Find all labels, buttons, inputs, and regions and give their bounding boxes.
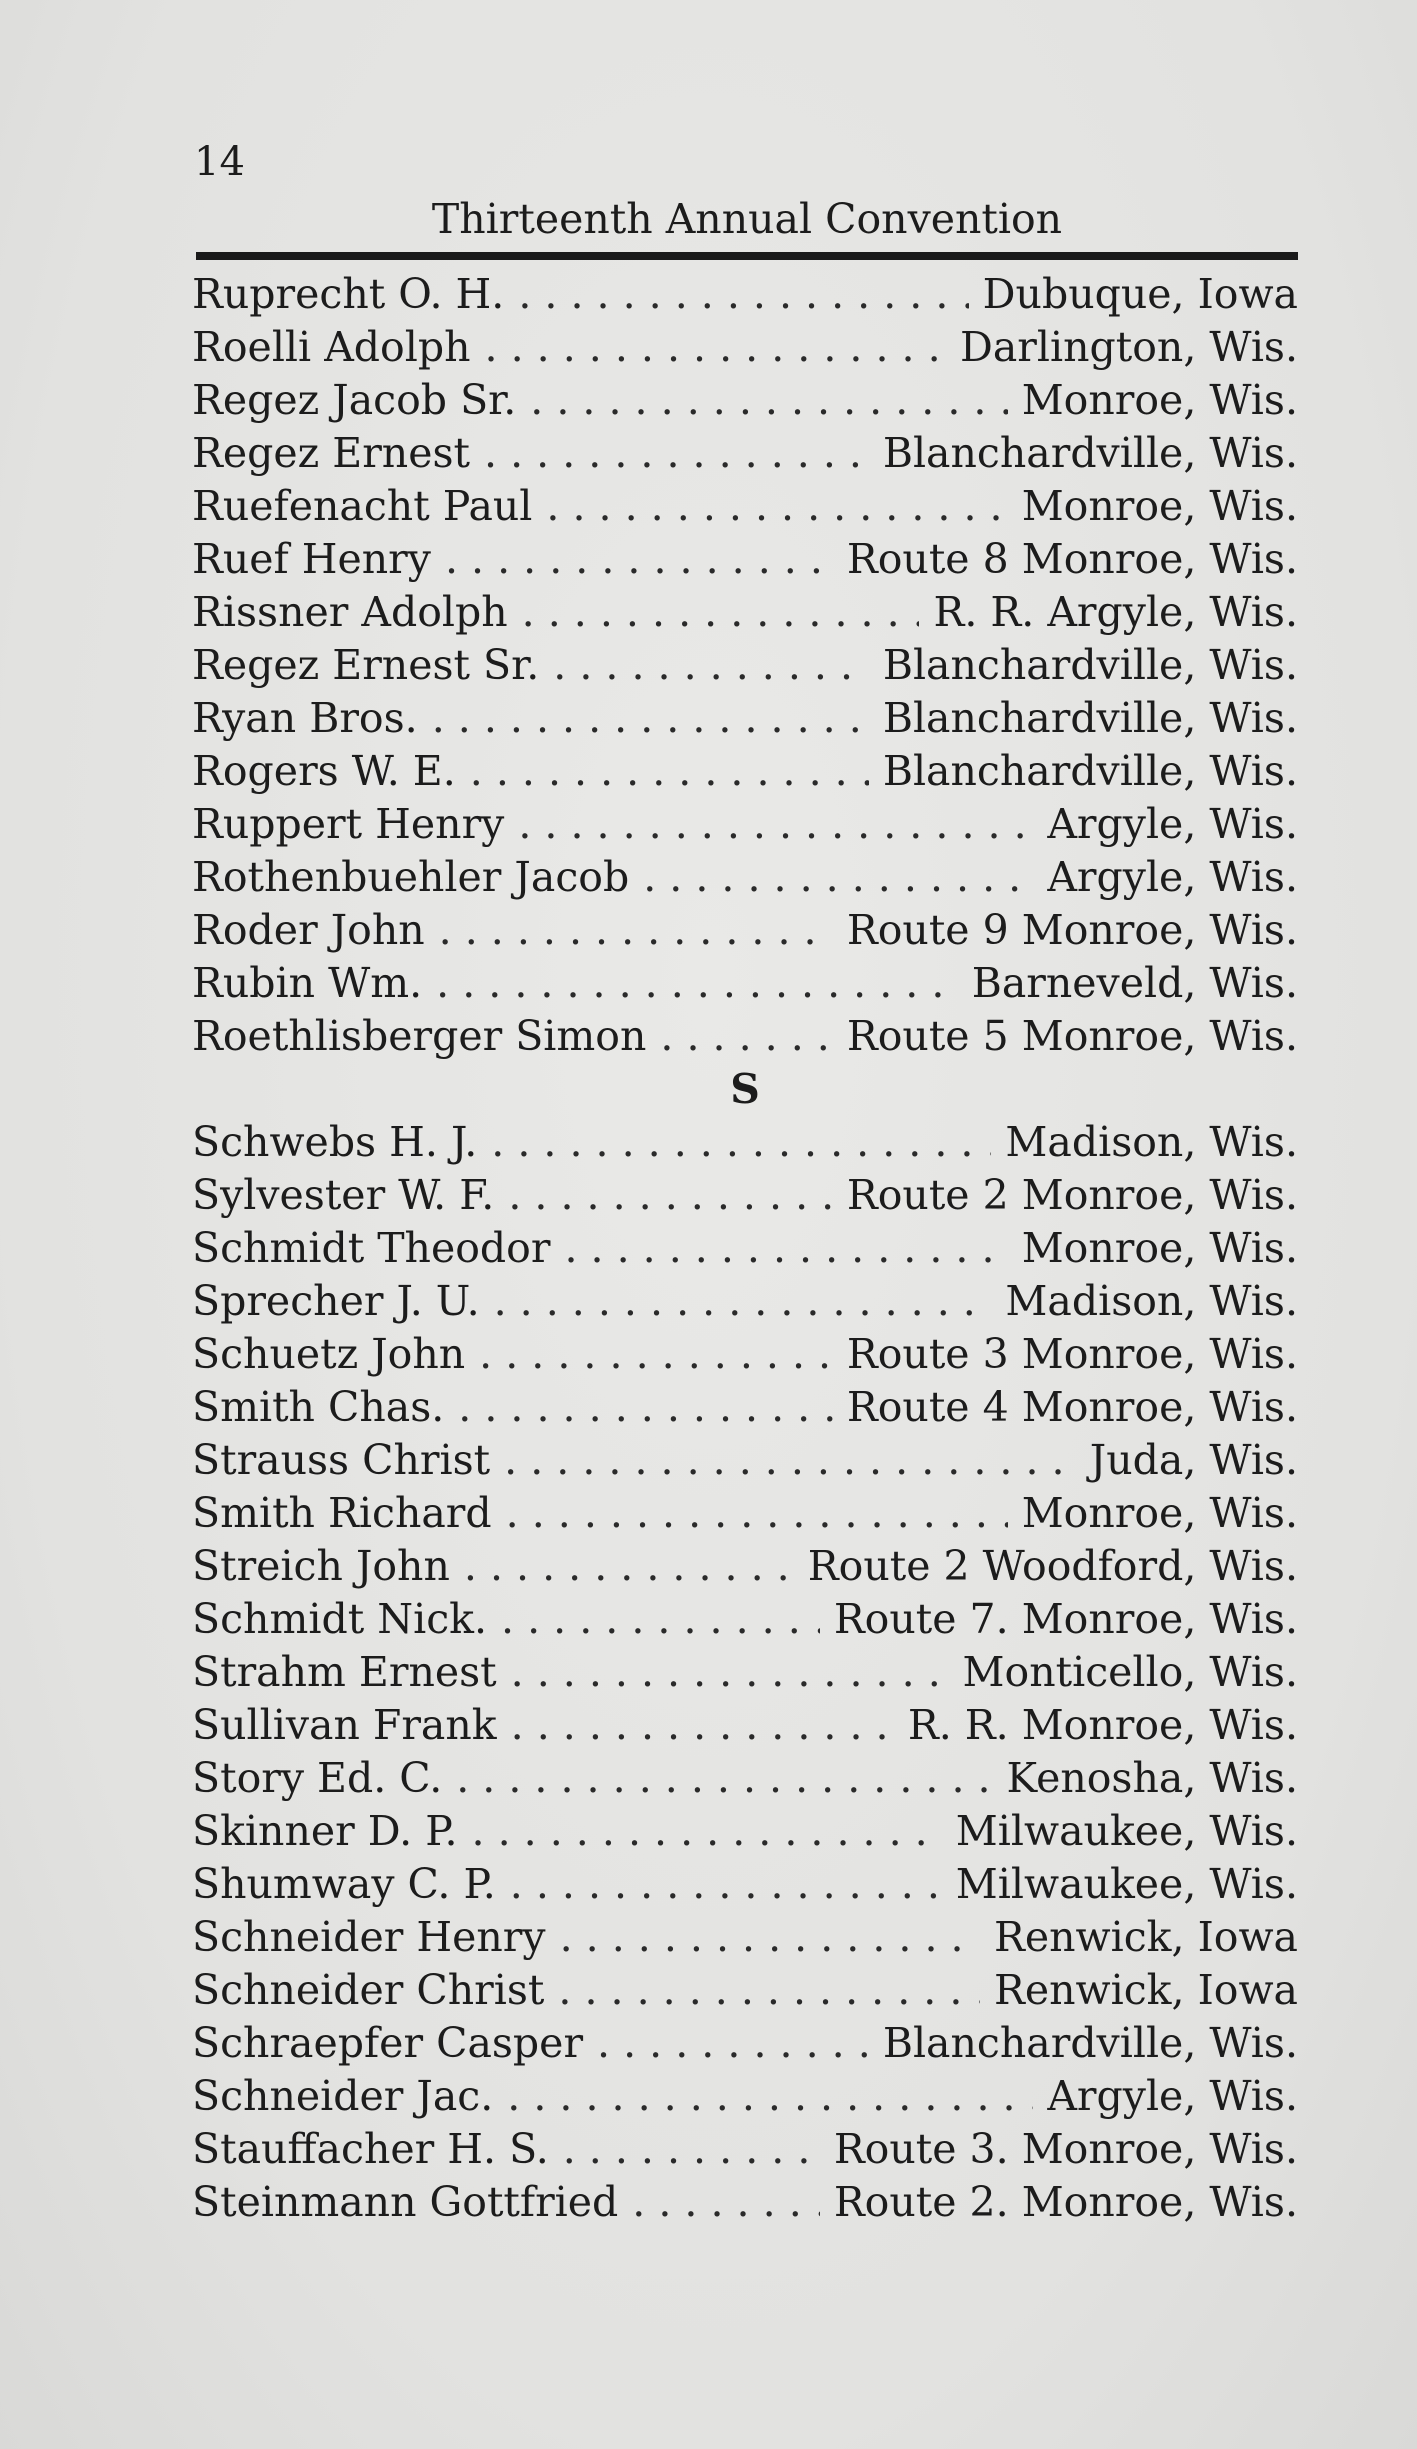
dot-leader (504, 1434, 1076, 1487)
member-location: Blanchardville, Wis. (882, 429, 1298, 477)
member-name: Strahm Ernest (192, 1648, 497, 1696)
member-name: Schmidt Theodor (192, 1224, 551, 1272)
member-location: Monroe, Wis. (1021, 482, 1298, 530)
member-name: Ruefenacht Paul (192, 482, 533, 530)
member-location: Argyle, Wis. (1047, 800, 1298, 848)
dot-leader (553, 639, 869, 692)
member-name: Rubin Wm. (192, 959, 423, 1007)
member-name: Roder John (192, 906, 425, 954)
dot-leader (456, 1752, 992, 1805)
list-item (192, 692, 1298, 745)
member-name: Steinmann Gottfried (192, 2178, 619, 2226)
dot-leader (458, 1381, 833, 1434)
member-name: Schneider Christ (192, 1966, 545, 2014)
member-location: Route 2. Monroe, Wis. (833, 2178, 1298, 2226)
member-name: Regez Ernest Sr. (192, 641, 540, 689)
member-name: Ruprecht O. H. (192, 270, 505, 318)
list-item (192, 2070, 1298, 2123)
list-item (192, 1116, 1298, 1169)
dot-leader (518, 268, 968, 321)
list-item (192, 1540, 1298, 1593)
member-name: Schraepfer Casper (192, 2019, 584, 2067)
section-s-list (192, 1116, 1298, 2229)
member-location: Route 7. Monroe, Wis. (833, 1595, 1298, 1643)
member-location: Route 9 Monroe, Wis. (846, 906, 1298, 954)
member-location: Dubuque, Iowa (982, 270, 1298, 318)
member-location: Route 2 Monroe, Wis. (846, 1171, 1298, 1219)
member-name: Regez Jacob Sr. (192, 376, 517, 424)
member-list (192, 268, 1298, 2229)
dot-leader (597, 2017, 869, 2070)
member-location: Blanchardville, Wis. (882, 747, 1298, 795)
dot-leader (445, 533, 833, 586)
list-item (192, 268, 1298, 321)
member-name: Rogers W. E. (192, 747, 456, 795)
member-name: Roethlisberger Simon (192, 1012, 647, 1060)
list-item (192, 957, 1298, 1010)
list-item (192, 1010, 1298, 1063)
member-name: Sylvester W. F. (192, 1171, 495, 1219)
member-name: Ryan Bros. (192, 694, 418, 742)
member-name: Sprecher J. U. (192, 1277, 480, 1325)
dot-leader (439, 904, 833, 957)
list-item (192, 1487, 1298, 1540)
list-item (192, 1275, 1298, 1328)
dot-leader (506, 1487, 1008, 1540)
member-name: Regez Ernest (192, 429, 470, 477)
list-item (192, 851, 1298, 904)
member-location: Blanchardville, Wis. (882, 641, 1298, 689)
member-name: Shumway C. P. (192, 1860, 496, 1908)
section-heading-s: S (730, 1065, 760, 1113)
dot-leader (436, 957, 958, 1010)
list-item (192, 1858, 1298, 1911)
member-location: Blanchardville, Wis. (882, 694, 1298, 742)
member-location: Monroe, Wis. (1021, 1489, 1298, 1537)
dot-leader (510, 1858, 942, 1911)
dot-leader (518, 798, 1033, 851)
list-item (192, 480, 1298, 533)
member-location: Route 5 Monroe, Wis. (846, 1012, 1298, 1060)
list-item (192, 533, 1298, 586)
member-location: Madison, Wis. (1005, 1277, 1298, 1325)
member-location: Barneveld, Wis. (971, 959, 1298, 1007)
member-location: Monroe, Wis. (1021, 1224, 1298, 1272)
member-location: Route 4 Monroe, Wis. (846, 1383, 1298, 1431)
dot-leader (563, 2123, 820, 2176)
dot-leader (484, 427, 869, 480)
member-location: Monticello, Wis. (962, 1648, 1298, 1696)
page-number: 14 (194, 139, 245, 185)
member-name: Schwebs H. J. (192, 1118, 478, 1166)
list-item (192, 1222, 1298, 1275)
member-location: Blanchardville, Wis. (882, 2019, 1298, 2067)
member-name: Sullivan Frank (192, 1701, 497, 1749)
list-item (192, 1964, 1298, 2017)
member-location: Argyle, Wis. (1047, 2072, 1298, 2120)
member-location: Argyle, Wis. (1047, 853, 1298, 901)
member-location: Kenosha, Wis. (1006, 1754, 1298, 1802)
list-item (192, 1328, 1298, 1381)
dot-leader (479, 1328, 833, 1381)
list-item (192, 1169, 1298, 1222)
list-item (192, 1699, 1298, 1752)
member-name: Ruef Henry (192, 535, 431, 583)
list-item (192, 427, 1298, 480)
dot-leader (485, 321, 946, 374)
member-name: Schneider Jac. (192, 2072, 494, 2120)
list-item (192, 798, 1298, 851)
list-item (192, 1381, 1298, 1434)
member-name: Story Ed. C. (192, 1754, 443, 1802)
member-location: Juda, Wis. (1089, 1436, 1298, 1484)
member-location: Route 3. Monroe, Wis. (833, 2125, 1298, 2173)
member-name: Schuetz John (192, 1330, 466, 1378)
member-name: Smith Chas. (192, 1383, 445, 1431)
list-item (192, 2176, 1298, 2229)
list-item (192, 1646, 1298, 1699)
dot-leader (491, 1116, 991, 1169)
member-name: Roelli Adolph (192, 323, 471, 371)
member-name: Strauss Christ (192, 1436, 491, 1484)
member-location: Madison, Wis. (1005, 1118, 1298, 1166)
member-name: Rissner Adolph (192, 588, 508, 636)
member-location: Milwaukee, Wis. (955, 1860, 1298, 1908)
dot-leader (632, 2176, 820, 2229)
member-location: Renwick, Iowa (993, 1966, 1298, 2014)
member-name: Smith Richard (192, 1489, 492, 1537)
dot-leader (558, 1964, 980, 2017)
list-item (192, 904, 1298, 957)
member-location: R. R. Monroe, Wis. (907, 1701, 1298, 1749)
dot-leader (470, 745, 869, 798)
list-item (192, 745, 1298, 798)
member-name: Schmidt Nick. (192, 1595, 488, 1643)
section-r-list (192, 268, 1298, 1063)
dot-leader (507, 2070, 1033, 2123)
list-item (192, 1752, 1298, 1805)
dot-leader (546, 480, 1007, 533)
member-location: R. R. Argyle, Wis. (933, 588, 1298, 636)
list-item (192, 2017, 1298, 2070)
dot-leader (432, 692, 869, 745)
list-item (192, 321, 1298, 374)
dot-leader (508, 1169, 833, 1222)
list-item (192, 1593, 1298, 1646)
list-item (192, 1911, 1298, 1964)
dot-leader (494, 1275, 992, 1328)
list-item (192, 639, 1298, 692)
dot-leader (464, 1540, 794, 1593)
member-location: Route 2 Woodford, Wis. (807, 1542, 1298, 1590)
list-item (192, 2123, 1298, 2176)
member-name: Schneider Henry (192, 1913, 546, 1961)
member-name: Rothenbuehler Jacob (192, 853, 630, 901)
running-head: Thirteenth Annual Convention (431, 195, 1063, 243)
dot-leader (472, 1805, 942, 1858)
member-location: Darlington, Wis. (959, 323, 1298, 371)
dot-leader (511, 1699, 894, 1752)
dot-leader (560, 1911, 980, 1964)
member-location: Monroe, Wis. (1021, 376, 1298, 424)
dot-leader (530, 374, 1007, 427)
header-rule (196, 252, 1298, 260)
dot-leader (564, 1222, 1007, 1275)
dot-leader (511, 1646, 949, 1699)
member-location: Route 3 Monroe, Wis. (846, 1330, 1298, 1378)
list-item (192, 1805, 1298, 1858)
list-item (192, 586, 1298, 639)
member-name: Ruppert Henry (192, 800, 505, 848)
member-name: Stauffacher H. S. (192, 2125, 549, 2173)
member-location: Route 8 Monroe, Wis. (846, 535, 1298, 583)
member-name: Skinner D. P. (192, 1807, 458, 1855)
list-item (192, 374, 1298, 427)
dot-leader (643, 851, 1033, 904)
dot-leader (501, 1593, 820, 1646)
list-item (192, 1434, 1298, 1487)
member-location: Renwick, Iowa (993, 1913, 1298, 1961)
member-name: Streich John (192, 1542, 450, 1590)
dot-leader (522, 586, 920, 639)
member-location: Milwaukee, Wis. (955, 1807, 1298, 1855)
dot-leader (660, 1010, 832, 1063)
